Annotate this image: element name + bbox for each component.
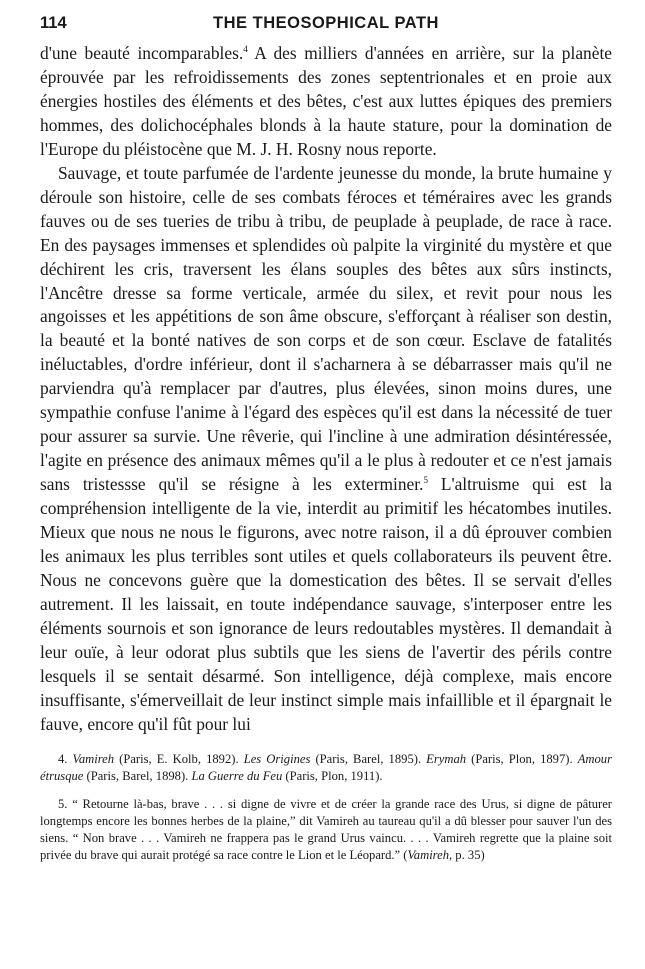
footnote-ref-5[interactable]: 5: [423, 475, 428, 486]
footnote-5-text: p. 35): [452, 847, 485, 862]
running-title: THE THEOSOPHICAL PATH: [213, 14, 439, 32]
footnote-4-number: 4.: [58, 751, 73, 766]
running-header: [40, 14, 612, 38]
paragraph-1-part-b: A des milliers d'années en arrière, sur la planète éprouvée par les refroidissements des zones septentrionales et en proie aux énergies hostiles des éléments et des bêtes, c'est aux luttes épiques des premiers hommes, des dolichocéphales blonds à la haute stature, pour la domination de l'Europe du pléistocène que M. J. H. Rosny nous reporte.: [40, 43, 612, 159]
footnote-4-text: (Paris, Plon, 1897).: [466, 751, 578, 766]
footnote-4-text: (Paris, Barel, 1898).: [83, 768, 192, 783]
footnote-ref-4[interactable]: 4: [243, 44, 248, 55]
paragraph-1-part-a: d'une beauté incomparables.: [40, 43, 244, 63]
paragraph-2-part-a: Sauvage, et toute parfumée de l'ardente jeunesse du monde, la brute humaine y déroule son histoire, celle de ses combats féroces et téméraires avec les grands fauves ou de ses tueries de tribu à tribu, de peuplade à peuplade, de race à race. En des paysages immenses et splendides où palpite la virginité du mystère et que déchirent les cris, traversent les élans souples des bêtes aux sûrs instincts, l'Ancêtre dresse sa forme verticale, armée du silex, et revit pour nous les angoisses et les appétitions de son âme obscure, s'efforçant à réaliser son destin, la beauté et la bonté natives de son corps et de son cœur. Esclave de fatalités inéluctables, d'ordre inférieur, dont il s'acharnera à se débarrasser mais qu'il ne parviendra qu'à remplacer par d'autres, plus élevées, sinon moins dures, une sympathie confuse l'anime à l'égard des espèces qu'il est dans la nécessité de tuer pour assurer sa survie. Une rêverie, qui l'incline à une admiration désintéressée, l'agite en présence des animaux mêmes qu'il a le plus à redouter et ce n'est jamais sans tristessse qu'il se résigne à les exterminer.: [40, 162, 612, 495]
footnote-4-title-origines: Les Origines: [243, 751, 311, 766]
footnote-5-title: Vamireh,: [407, 847, 453, 862]
footnote-4-text: (Paris, E. Kolb, 1892).: [114, 751, 244, 766]
footnote-4-text: (Paris, Barel, 1895).: [310, 751, 427, 766]
footnote-4-title-guerre: La Guerre du Feu: [191, 768, 283, 783]
footnote-5-text: “ Retourne là-bas, brave . . . si digne de vivre et de créer la grande race des Urus, si digne de pâturer longtemps encore les bonnes herbes de la plaine,” dit Vamireh au taureau qu'il a dû blesser pour sauver l'un des siens. “ Non brave . . . Vamireh ne frappera pas le grand Urus vaincu. . . . Vamireh regrette que la plaine soit privée du brave qui aurait protégé sa race contre le Lion et le Léopard.” (: [40, 796, 613, 862]
paragraph-2: [40, 162, 612, 737]
footnote-4-text: (Paris, Plon, 1911).: [282, 768, 383, 783]
page-number: 114: [40, 14, 67, 32]
footnote-5: [40, 796, 612, 864]
footnote-4: [40, 751, 612, 785]
footnote-4-title-vamireh: Vamireh: [72, 751, 115, 766]
book-page: [40, 14, 612, 864]
paragraph-1: [40, 42, 612, 162]
main-text: [40, 42, 612, 737]
footnotes: [40, 751, 612, 864]
paragraph-2-part-b: L'altruisme qui est la compréhension intelligente de la vie, interdit au primitif les hécatombes inutiles. Mieux que nous ne nous le figurons, avec notre raison, il a dû éprouver combien les animaux les plus terribles sont utiles et quels collaborateurs ils peuvent être. Nous ne concevons guère que la domestication des bêtes. Il se servait d'elles autrement. Il les laissait, en toute indépendance sauvage, s'interposer entre les éléments sournois et son ignorance de leurs redoutables mystères. Il demandait à leur ouïe, à leur odorat plus subtils que les siens de l'avertir des périls contre lesquels il se sentait désarmé. Son intelligence, déjà complexe, mais encore insuffisante, s'émerveillait de leur instinct simple mais infaillible et il épargnait le fauve, encore qu'il fût pour lui: [40, 474, 613, 734]
footnote-5-number: 5.: [58, 796, 73, 811]
footnote-4-title-erymah: Erymah: [426, 751, 467, 766]
footnote-4-title-amour: Amour étrusque: [40, 751, 612, 783]
